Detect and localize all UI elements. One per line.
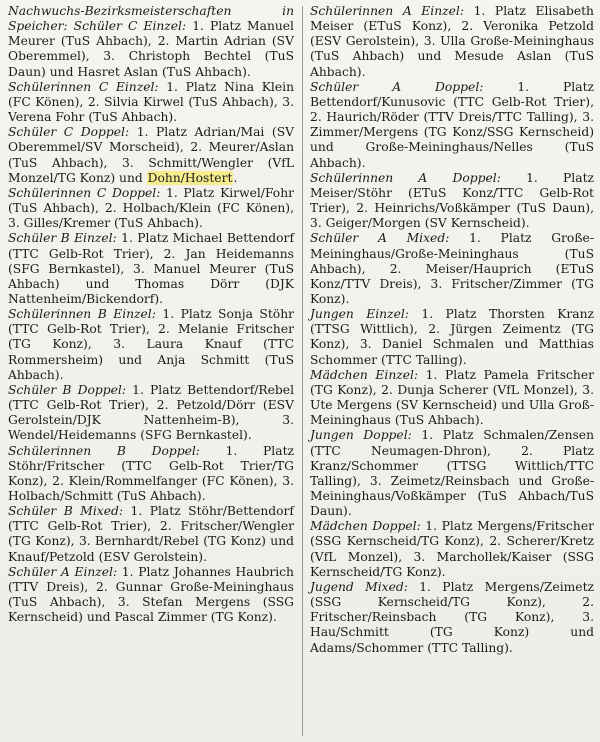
result-paragraph	[310, 171, 594, 232]
result-paragraph	[8, 383, 294, 444]
category-heading: Schüler A Mixed:	[310, 231, 450, 246]
result-text: 1. Platz Michael Bettendorf (TTC Gelb-Rot Trier), 2. Jan Heidemanns (SFG Bernkastel), 3. Manuel Meurer (TuS Ahbach) und Thomas Dörr (DJK Nattenheim/Bickendorf).	[8, 231, 294, 306]
result-paragraph	[310, 368, 594, 429]
result-paragraph	[8, 307, 294, 383]
category-heading: Schülerinnen B Doppel:	[8, 443, 200, 458]
result-text: 1. Platz Kirwel/Fohr (TuS Ahbach), 2. Holbach/Klein (FC Könen), 3. Gilles/Kremer (TuS Ahbach).	[8, 185, 295, 231]
left-column	[8, 4, 294, 625]
result-text: 1. Platz Bettendorf/Kunusovic (TTC Gelb-Rot Trier), 2. Haurich/Röder (TTV Dreis/TTC Talling), 3. Zimmer/Mergens (TG Konz/SSG Kernscheid) und Große-Meininghaus/Nelles (TuS Ahbach).	[310, 79, 594, 170]
result-text: 1. Platz Stöhr/Bettendorf (TTC Gelb-Rot Trier), 2. Fritscher/Wengler (TG Konz), 3. Bernhardt/Rebel (TG Konz) und Knauf/Petzold (ESV Gerolstein).	[8, 504, 294, 564]
result-text: 1. Platz Pamela Fritscher (TG Konz), 2. Dunja Scherer (VfL Monzel), 3. Ute Mergens (SV Kernscheid) und Ulla Groß-Meininghaus (TuS Ahbach).	[310, 367, 595, 428]
result-text: 1. Platz Bettendorf/Rebel (TTC Gelb-Rot Trier), 2. Petzold/Dörr (ESV Gerolstein/DJK Nattenheim-B), 3. Wendel/Heidemanns (SFG Bernkastel).	[8, 382, 295, 443]
result-paragraph	[310, 428, 594, 519]
result-paragraph	[8, 125, 294, 186]
result-paragraph	[8, 504, 294, 565]
right-column	[310, 4, 594, 656]
category-heading: Schülerinnen C Einzel:	[8, 79, 159, 94]
category-heading: Schülerinnen A Doppel:	[310, 170, 501, 185]
category-heading: Schüler A Doppel:	[310, 79, 484, 94]
category-heading: Schüler A Einzel:	[8, 564, 118, 579]
result-text: 1. Platz Johannes Haubrich (TTV Dreis), 2. Gunnar Große-Meininghaus (TuS Ahbach), 3. Stefan Mergens (SSG Kernscheid) und Pascal Zimmer (TG Konz).	[8, 564, 294, 625]
result-text: 1. Platz Schmalen/Zensen (TTC Neumagen-Dhron), 2. Platz Kranz/Schommer (TTSG Wittlich/TTC Talling), 3. Zeimetz/Reinsbach und Große-Meininghaus/Voßkämper (TuS Ahbach/TuS Daun).	[310, 428, 594, 519]
result-paragraph	[8, 231, 294, 307]
result-paragraph	[310, 4, 594, 80]
result-text: 1. Platz Sonja Stöhr (TTC Gelb-Rot Trier), 2. Melanie Fritscher (TG Konz), 3. Laura Knauf (TTC Rommersheim) und Anja Schmitt (TuS Ahbach).	[8, 307, 294, 382]
category-heading: Schüler C Doppel:	[8, 125, 130, 140]
result-paragraph	[8, 444, 294, 505]
result-text: 1. Platz Nina Klein (FC Könen), 2. Silvia Kirwel (TuS Ahbach), 3. Verena Fohr (TuS Ahbach).	[8, 79, 294, 125]
result-paragraph	[8, 565, 294, 626]
result-paragraph	[310, 519, 594, 580]
result-text: 1. Platz Mergens/Zeimetz (SSG Kernscheid/TG Konz), 2. Fritscher/Reinsbach (TG Konz), 3. Hau/Schmitt (TG Konz) und Adams/Schommer (TTC Talling).	[310, 579, 594, 655]
result-paragraph	[310, 307, 594, 368]
result-text-tail: .	[233, 170, 238, 185]
category-heading: Schüler B Einzel:	[8, 231, 117, 246]
result-paragraph	[8, 4, 294, 80]
category-heading: Schülerinnen A Einzel:	[310, 4, 464, 18]
highlighted-name: Dohn/Hostert	[147, 170, 233, 185]
category-heading: Nachwuchs-Bezirksmeisterschaften in Speicher: Schüler C Einzel:	[8, 4, 294, 34]
result-text: 1. Platz Große-Meininghaus/Große-Meininghaus (TuS Ahbach), 2. Meiser/Hauprich (ETuS Konz/TTV Dreis), 3. Fritscher/Zimmer (TG Konz).	[310, 231, 594, 306]
result-paragraph	[8, 186, 294, 231]
category-heading: Schülerinnen C Doppel:	[8, 185, 161, 200]
result-text: 1. Platz Stöhr/Fritscher (TTC Gelb-Rot Trier/TG Konz), 2. Klein/Rommelfanger (FC Könen), 3. Holbach/Schmitt (TuS Ahbach).	[8, 443, 294, 503]
category-heading: Schülerinnen B Einzel:	[8, 307, 156, 322]
result-paragraph	[310, 580, 594, 656]
category-heading: Jugend Mixed:	[310, 579, 408, 594]
result-text: 1. Platz Meiser/Stöhr (ETuS Konz/TTC Gelb-Rot Trier), 2. Heinrichs/Voßkämper (TuS Daun), 3. Geiger/Morgen (SV Kernscheid).	[310, 170, 594, 231]
result-paragraph	[8, 80, 294, 125]
result-text: 1. Platz Elisabeth Meiser (ETuS Konz), 2. Veronika Petzold (ESV Gerolstein), 3. Ulla Große-Meininghaus (TuS Ahbach) und Mesude Aslan (TuS Ahbach).	[310, 4, 594, 79]
column-divider	[302, 6, 303, 736]
category-heading: Jungen Doppel:	[310, 428, 412, 443]
category-heading: Schüler B Doppel:	[8, 382, 126, 397]
result-text: 1. Platz Manuel Meurer (TuS Ahbach), 2. Martin Adrian (SV Oberemmel), 3. Christoph Bechtel (TuS Daun) und Hasret Aslan (TuS Ahbach).	[8, 19, 294, 79]
category-heading: Jungen Einzel:	[310, 307, 409, 322]
result-text: 1. Platz Mergens/Fritscher (SSG Kernscheid/TG Konz), 2. Scherer/Kretz (VfL Monzel), 3. Marchollek/Kaiser (SSG Kernscheid/TG Konz).	[310, 519, 594, 579]
category-heading: Mädchen Doppel:	[310, 519, 421, 534]
result-paragraph	[310, 231, 594, 307]
result-paragraph	[310, 80, 594, 171]
category-heading: Mädchen Einzel:	[310, 367, 419, 382]
result-text: 1. Platz Thorsten Kranz (TTSG Wittlich), 2. Jürgen Zeimentz (TG Konz), 3. Daniel Schmalen und Matthias Schommer (TTC Talling).	[310, 307, 594, 367]
result-text: 1. Platz Adrian/Mai (SV Oberemmel/SV Morscheid), 2. Meurer/Aslan (TuS Ahbach), 3. Schmitt/Wengler (VfL Monzel/TG Konz) und	[8, 125, 294, 185]
category-heading: Schüler B Mixed:	[8, 504, 124, 519]
